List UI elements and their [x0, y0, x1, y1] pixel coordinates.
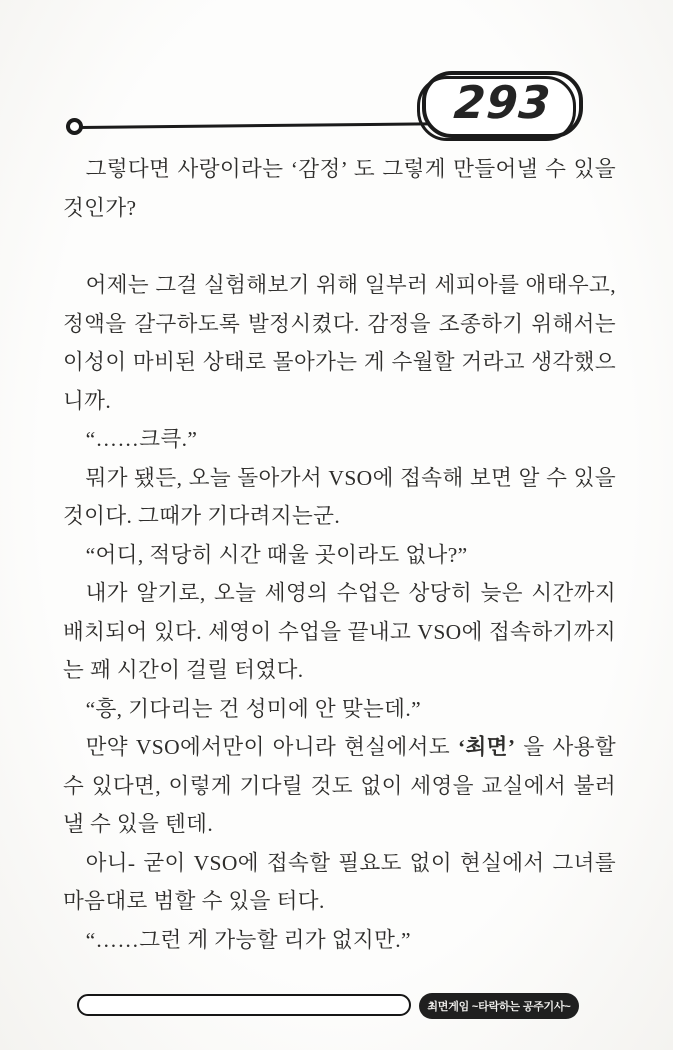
heading-paragraph: [63, 150, 616, 227]
dialogue-paragraph: [63, 921, 616, 960]
page-body: [63, 150, 616, 959]
series-title: 최면게임 ~타락하는 공주기사~: [427, 1001, 571, 1013]
paragraph: [63, 844, 616, 921]
footer-rule-pill: [77, 994, 411, 1016]
paragraph-text: “……그런 게 가능할 리가 없지만.”: [85, 927, 411, 952]
page-header: [0, 0, 673, 150]
paragraph-text: “어디, 적당히 시간 때울 곳이라도 없나?”: [85, 542, 468, 567]
dialogue-paragraph: [63, 420, 616, 459]
paragraph-text: 어제는 그걸 실험해보기 위해 일부러 세피아를 애태우고, 정액을 갈구하도록 발정시켰다. 감정을 조종하기 위해서는 이성이 마비된 상태로 몰아가는 게 수월할 거라고 생각했으니까.: [63, 273, 616, 413]
page-number: 293: [452, 76, 553, 129]
dialogue-paragraph: [63, 690, 616, 729]
paragraph: [63, 574, 616, 690]
paragraph-text: 아니- 굳이 VSO에 접속할 필요도 없이 현실에서 그녀를 마음대로 범할 수 있을 터다.: [63, 850, 616, 913]
heading-text: 그렇다면 사랑이라는 ‘감정’ 도 그렇게 만들어낼 수 있을 것인가?: [63, 157, 616, 220]
paragraph-text: “흥, 기다리는 건 성미에 안 맞는데.”: [85, 696, 422, 721]
series-title-badge: [419, 993, 579, 1019]
emphasized-term: ‘최면’: [457, 735, 516, 759]
paragraph: [63, 459, 616, 536]
paragraph-text: 을 사용할 수 있다면, 이렇게 기다릴 것도 없이 세영을 교실에서 불러낼 수 있을 텐데.: [63, 735, 616, 836]
paragraph: [63, 266, 616, 420]
paragraph-text: “……크큭.”: [85, 427, 198, 451]
page-footer: [0, 980, 673, 1050]
header-rule-line: [80, 122, 438, 129]
paragraph-text: 만약 VSO에서만이 아니라 현실에서도: [85, 735, 458, 759]
paragraph-text: 뭐가 됐든, 오늘 돌아가서 VSO에 접속해 보면 알 수 있을 것이다. 그때가 기다려지는군.: [63, 465, 616, 528]
paragraph-with-emphasis: [63, 728, 616, 844]
page-number-badge: [422, 71, 583, 138]
dialogue-paragraph: [63, 536, 616, 575]
paragraph-text: 내가 알기로, 오늘 세영의 수업은 상당히 늦은 시간까지 배치되어 있다. 세영이 수업을 끝내고 VSO에 접속하기까지는 꽤 시간이 걸릴 터였다.: [63, 581, 616, 682]
